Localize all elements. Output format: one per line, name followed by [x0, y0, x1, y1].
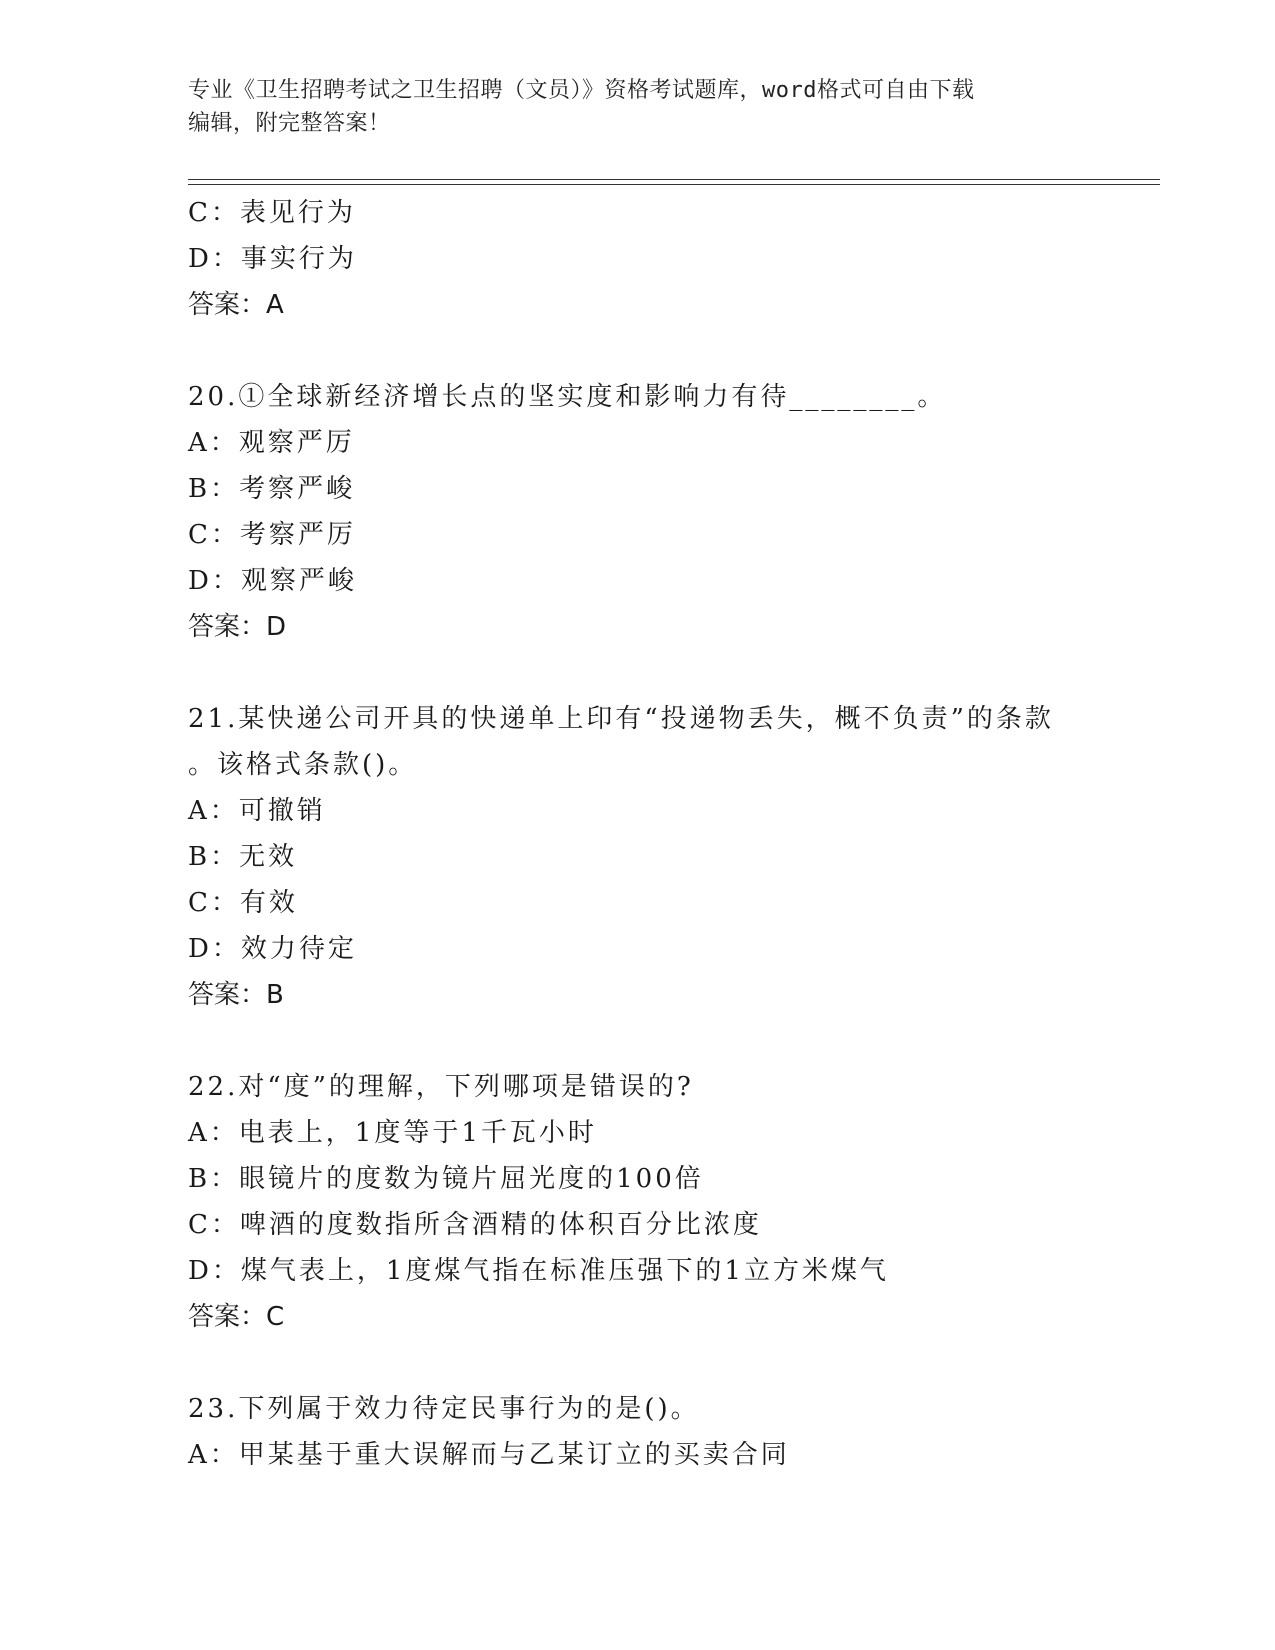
spacer	[188, 650, 1088, 696]
option-c: C：有效	[188, 888, 298, 918]
option-c: C：啤酒的度数指所含酒精的体积百分比浓度	[188, 1210, 762, 1240]
option-a: A：电表上，1度等于1千瓦小时	[188, 1118, 597, 1148]
option-d: D：事实行为	[188, 244, 357, 274]
option-a: A：甲某基于重大误解而与乙某订立的买卖合同	[188, 1440, 790, 1470]
question-stem: 23.下列属于效力待定民事行为的是()。	[188, 1394, 700, 1424]
answer: 答案：D	[188, 612, 287, 642]
question-stem-line-1: 21.某快递公司开具的快递单上印有“投递物丢失，概不负责”的条款	[188, 704, 1054, 734]
answer: 答案：B	[188, 980, 284, 1010]
option-b: B：考察严峻	[188, 474, 356, 504]
answer: 答案：C	[188, 1302, 285, 1332]
question-19	[188, 190, 1088, 328]
option-a: A：观察严厉	[188, 428, 355, 458]
option-b: B：无效	[188, 842, 298, 872]
option-c: C：考察严厉	[188, 520, 356, 550]
question-20	[188, 374, 1088, 650]
question-23	[188, 1386, 1088, 1478]
question-stem: 20.①全球新经济增长点的坚实度和影响力有待________。	[188, 382, 947, 412]
document-header	[188, 74, 1088, 140]
spacer	[188, 328, 1088, 374]
header-line-2: 编辑，附完整答案！	[188, 111, 391, 136]
header-divider-top	[188, 179, 1160, 180]
spacer	[188, 1018, 1088, 1064]
question-stem: 22.对“度”的理解，下列哪项是错误的?	[188, 1072, 694, 1102]
option-d: D：效力待定	[188, 934, 357, 964]
option-b: B：眼镜片的度数为镜片屈光度的100倍	[188, 1164, 704, 1194]
answer: 答案：A	[188, 290, 284, 320]
option-c: C：表见行为	[188, 198, 356, 228]
question-stem-line-2: 。该格式条款()。	[188, 750, 418, 780]
spacer	[188, 1340, 1088, 1386]
question-list	[188, 190, 1088, 1478]
option-d: D：观察严峻	[188, 566, 357, 596]
question-21	[188, 696, 1088, 1018]
header-divider-bottom	[188, 184, 1160, 185]
option-a: A：可撤销	[188, 796, 326, 826]
header-line-1: 专业《卫生招聘考试之卫生招聘（文员）》资格考试题库，word格式可自由下载	[188, 78, 975, 103]
option-d: D：煤气表上，1度煤气指在标准压强下的1立方米煤气	[188, 1256, 889, 1286]
question-22	[188, 1064, 1088, 1340]
